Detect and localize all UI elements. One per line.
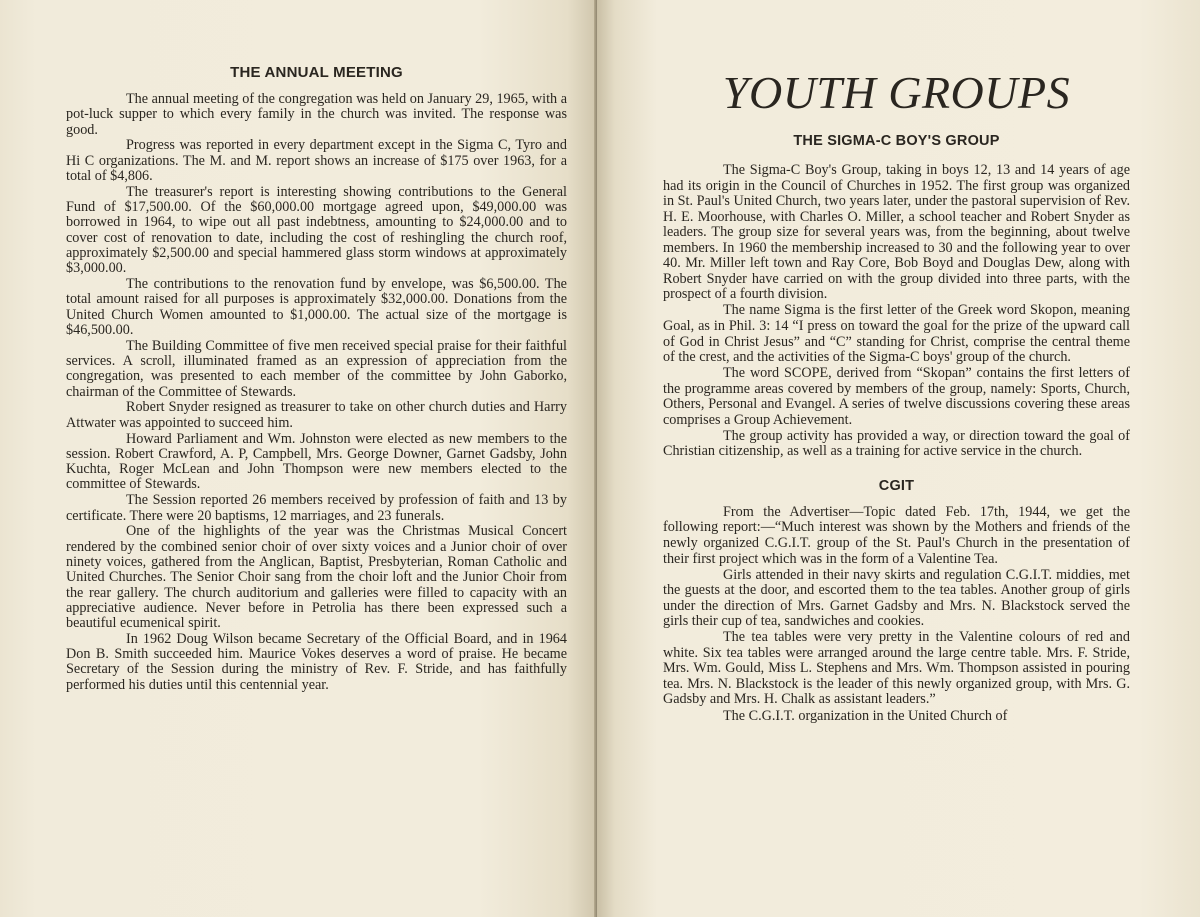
right-page — [597, 0, 1200, 917]
paragraph: The Session reported 26 members received by profession of faith and 13 by certificate. There were 20 baptisms, 12 marriages, and 23 funerals. — [66, 492, 567, 524]
paragraph: The tea tables were very pretty in the Valentine colours of red and white. Six tea tables were arranged around the large centre table. Mrs. F. Stride, Mrs. Wm. Gould, Miss L. Stephens and Mrs. Wm. Thompson assisted in pouring tea. Mrs. N. Blackstock is the leader of this newly organized group, with Mrs. G. Gadsby and Mrs. H. Chalk as assistant leaders.” — [663, 629, 1130, 708]
paragraph: The name Sigma is the first letter of the Greek word Skopon, meaning Goal, as in Phil. 3: 14 “I press on toward the goal for the prize of the upward call of God in Christ Jesus” and “C” standing for Christ, comprise the central theme of the crest, and the activities of the Sigma-C boys' group of the church. — [663, 302, 1130, 366]
paragraph: The group activity has provided a way, or direction toward the goal of Christian citizenship, as well as a training for active service in the church. — [663, 427, 1130, 460]
left-page — [0, 0, 597, 917]
paragraph: In 1962 Doug Wilson became Secretary of the Official Board, and in 1964 Don B. Smith succeeded him. Maurice Vokes deserves a word of praise. He became Secretary of the Session during the ministry of Rev. F. Stride, and has faithfully performed his duties until this centennial year. — [66, 630, 567, 693]
cgit-text — [663, 505, 1130, 724]
paragraph: The annual meeting of the congregation was held on January 29, 1965, with a pot-luck supper to which every family in the church was invited. The response was good. — [66, 91, 567, 138]
paragraph: One of the highlights of the year was the Christmas Musical Concert rendered by the combined senior choir of over sixty voices and a Junior choir of over ninety voices, gathered from the Anglican, Baptist, Presbyterian, Roman Catholic and United Churches. The Senior Choir sang from the choir loft and the Junior Choir from the rear gallery. The church auditorium and galleries were filled to capacity with an appreciative audience. Never before in Petrolia has there been expressed such a beautiful ecumenical spirit. — [66, 523, 567, 632]
paragraph: The contributions to the renovation fund by envelope, was $6,500.00. The total amount raised for all purposes is approximately $32,000.00. Donations from the United Church Women amounted to $1,000.00. The actual size of the mortgage is $46,500.00. — [66, 276, 567, 338]
youth-groups-title: YOUTH GROUPS — [722, 67, 1071, 118]
paragraph: Howard Parliament and Wm. Johnston were elected as new members to the session. Robert Crawford, A. P, Campbell, Mrs. George Downer, Garnet Gadsby, John Kuchta, Roger McLean and John Thompson were new members elected to the committee of Stewards. — [66, 430, 567, 493]
paragraph: The Building Committee of five men received special praise for their faithful services. A scroll, illuminated framed as an expression of appreciation from the congregation, was presented to each member of the committee by John Gaborko, chairman of the Committee of Stewards. — [66, 337, 567, 400]
paragraph: The C.G.I.T. organization in the United Church of — [723, 707, 1008, 724]
sigma-c-heading: THE SIGMA-C BOY'S GROUP — [793, 133, 1000, 149]
cgit-heading: CGIT — [878, 477, 915, 494]
paragraph: Girls attended in their navy skirts and regulation C.G.I.T. middies, met the guests at the door, and escorted them to the tea tables. Another group of girls under the direction of Mrs. Garnet Gadsby and Mrs. N. Blackstock served the girls their cup of tea, sandwiches and cookies. — [663, 566, 1130, 630]
paragraph: The word SCOPE, derived from “Skopan” contains the first letters of the programme areas covered by members of the group, namely: Sports, Church, Others, Personal and Evangel. A series of twelve discussions covering these areas comprises a Group Achievement. — [663, 365, 1130, 428]
paragraph: From the Advertiser—Topic dated Feb. 17th, 1944, we get the following report:—“Much interest was shown by the Mothers and friends of the newly organized C.G.I.T. group of the St. Paul's Church in the presentation of their first project which was in the form of a Valentine Tea. — [663, 503, 1130, 567]
paragraph: Progress was reported in every department except in the Sigma C, Tyro and Hi C organizations. The M. and M. report shows an increase of $175 over 1963, for a total of $4,806. — [66, 137, 567, 184]
sigma-c-text — [663, 163, 1130, 460]
annual-meeting-text — [66, 92, 567, 693]
paragraph: The treasurer's report is interesting showing contributions to the General Fund of $17,500.00. Of the $60,000.00 mortgage agreed upon, $49,000.00 was borrowed in 1964, to wipe out all past indebtness, amounting to $24,000.00 and to cover cost of renovation to date, including the cost of reshingling the church roof, approximately $2,500.00 and special hammered glass storm windows at approximately $3,000.00. — [66, 183, 567, 277]
paragraph: The Sigma-C Boy's Group, taking in boys 12, 13 and 14 years of age had its origin in the Council of Churches in 1952. The first group was organized in St. Paul's United Church, two years later, under the pastoral supervision of Rev. H. E. Moorhouse, with Charles O. Miller, a school teacher and Robert Snyder as leaders. The group size for several years was, from the beginning, about twelve members. In 1960 the membership increased to 30 and the following year to over 40. Mr. Miller left town and Ray Core, Bob Boyd and Douglas Dew, along with Robert Snyder have carried on with the group divided into three parts, with the prospect of a fourth division. — [663, 162, 1130, 303]
annual-meeting-heading: THE ANNUAL MEETING — [230, 64, 403, 81]
paragraph: Robert Snyder resigned as treasurer to take on other church duties and Harry Attwater was appointed to succeed him. — [66, 399, 567, 431]
